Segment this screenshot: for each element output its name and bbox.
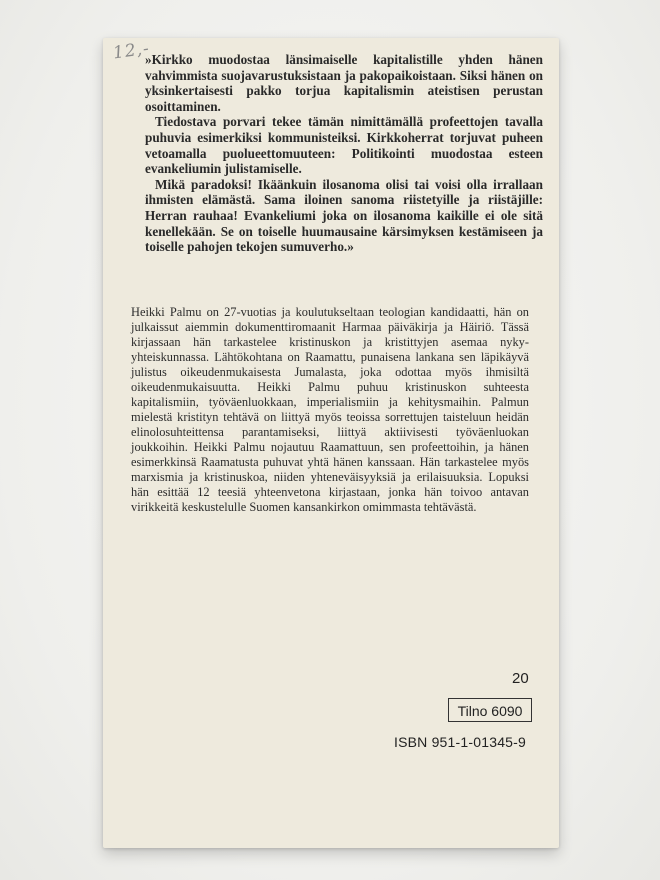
quote-paragraph: Tiedostava porvari tekee tämän nimittämällä profeettojen tavalla puhuvia esimerkiksi kommunisteiksi. Kirkkoherrat torjuvat puheen vetoamalla puolueettomuuteen: Politikointi muodostaa esteen evankeliumin julistamiselle. bbox=[145, 114, 543, 177]
price-code: 20 bbox=[512, 670, 529, 687]
isbn-number: ISBN 951-1-01345-9 bbox=[394, 734, 527, 750]
back-cover-quote bbox=[145, 52, 543, 255]
author-book-description bbox=[131, 305, 529, 515]
description-paragraph: Heikki Palmu on 27-vuotias ja koulutukseltaan teologian kandidaatti, hän on julkaissut aiemmin dokumenttiromaanit Harmaa päiväkirja ja Häiriö. Tässä kirjassaan hän tarkastelee kristinuskon ja kristittyjen asemaa nyky-yhteiskunnassa. Lähtökohtana on Raamattu, punaisena lankana sen läpikäyvä julistus oikeudenmukaisesta Jumalasta, joka odottaa myös ihmisiltä oikeudenmukaisuutta. Heikki Palmu puhuu kristinuskon suhteesta kapitalismiin, työväenluokkaan, imperialismiin ja kehitysmaihin. Palmun mielestä kristityn tehtävä on liittyä myös teoissa sorrettujen taisteluun heidän elinolosuhteittensa parantamiseksi, liittyä aktiivisesti työväenluokan joukkoihin. Heikki Palmu nojautuu Raamattuun, sen profeettoihin, ja hänen esimerkkinsä Raamatusta puhuvat yhtä hänen kanssaan. Hän tarkastelee myös marxismia ja kristinuskoa, niiden yhteneväisyyksiä ja erilaisuuksia. Lopuksi hän esittää 12 teesiä yhteenvetona kirjastaan, jonka hän toivoo antavan virikkeitä keskustelulle Suomen kansankirkon omimmasta tehtävästä. bbox=[131, 305, 529, 514]
order-number-box: Tilno 6090 bbox=[448, 698, 532, 722]
quote-paragraph: »Kirkko muodostaa länsimaiselle kapitalistille yhden hänen vahvimmista suojavarustuksistaan ja pakopaikoistaan. Siksi hänen on yksinkertaisesti pakko torjua kapitalismin ateistisen perustan osoittaminen. bbox=[145, 52, 543, 114]
handwritten-price-note: 12,- bbox=[111, 38, 151, 64]
quote-paragraph: Mikä paradoksi! Ikäänkuin ilosanoma olisi tai voisi olla irrallaan ihmisten elämästä. Sama iloinen sanoma riistetyille ja riistäjille: Herran rauhaa! Evankeliumi joka on ilosanoma kaikille ei ole sitä kenellekään. Se on toiselle huumausaine kärsimyksen kestämiseen ja toiselle pahojen tekojen sumuverho.» bbox=[145, 176, 543, 255]
